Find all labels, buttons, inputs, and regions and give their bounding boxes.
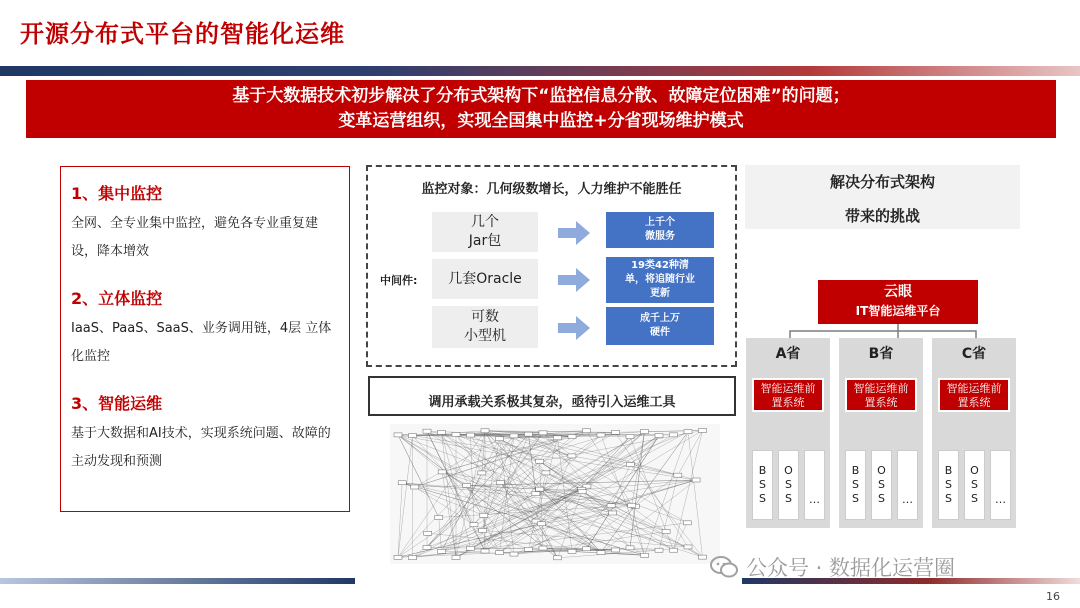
feature-text: 基于大数据和AI技术，实现系统问题、故障的主动发现和预测 [71, 426, 331, 469]
monitor-objects-panel [366, 165, 737, 367]
challenge-box [745, 165, 1020, 229]
arrow-right-icon [558, 221, 590, 245]
monitor-heading: 监控对象：几何级数增长，人力维护不能胜任 [421, 182, 682, 197]
feature-title: 3、智能运维 [71, 394, 163, 413]
watermark [710, 552, 955, 582]
challenge-line-1: 解决分布式架构 [829, 173, 935, 191]
province-name: B省 [868, 346, 894, 362]
banner-line-2: 变革运营组织，实现全国集中监控+分省现场维护模式 [338, 111, 744, 131]
before-jar: 几个 Jar包 [432, 212, 538, 252]
sub-system-more: … [897, 450, 918, 520]
sub-system-bss: B S S [938, 450, 959, 520]
page-number: 16 [1046, 590, 1060, 603]
province-a [746, 338, 830, 528]
sub-system-oss: O S S [871, 450, 892, 520]
after-microservices: 上千个 微服务 [606, 212, 714, 248]
footer-divider-left [0, 578, 355, 584]
watermark-text: 公众号 · 数据化运营圈 [746, 556, 956, 580]
sub-system-bss: B S S [845, 450, 866, 520]
sub-system-more: … [804, 450, 825, 520]
province-system: 智能运维前 置系统 [938, 378, 1010, 412]
arrow-right-icon [558, 316, 590, 340]
before-oracle: 几套Oracle [432, 259, 538, 299]
feature-section-3 [71, 391, 339, 476]
feature-text: 全网、全专业集中监控，避免各专业重复建设，降本增效 [71, 216, 319, 259]
call-graph-image [390, 424, 720, 564]
header-divider [0, 66, 1080, 76]
province-name: C省 [961, 346, 987, 362]
province-c [932, 338, 1016, 528]
cloud-platform-box [818, 280, 978, 324]
sub-system-more: … [990, 450, 1011, 520]
challenge-line-2: 带来的挑战 [844, 207, 920, 225]
after-middleware-list: 19类42种清 单，将追随行业 更新 [606, 257, 714, 303]
feature-list [60, 166, 350, 512]
province-b [839, 338, 923, 528]
cloud-name: 云眼 [884, 284, 912, 300]
feature-section-1 [71, 181, 339, 266]
after-hardware: 成千上万 硬件 [606, 307, 714, 345]
call-chain-caption: 调用承载关系极其复杂，亟待引入运维工具 [368, 376, 736, 416]
sub-system-oss: O S S [964, 450, 985, 520]
feature-title: 1、集中监控 [71, 184, 163, 203]
feature-section-2 [71, 286, 339, 371]
cloud-subtitle: IT智能运维平台 [855, 304, 941, 318]
feature-title: 2、立体监控 [71, 289, 163, 308]
summary-banner [26, 80, 1056, 138]
before-minicomputers: 可数 小型机 [432, 306, 538, 348]
page-title: 开源分布式平台的智能化运维 [20, 20, 345, 48]
sub-system-bss: B S S [752, 450, 773, 520]
middleware-label: 中间件: [380, 274, 418, 287]
feature-text: IaaS、PaaS、SaaS、业务调用链，4层 立体化监控 [71, 321, 332, 364]
province-system: 智能运维前 置系统 [752, 378, 824, 412]
sub-system-oss: O S S [778, 450, 799, 520]
wechat-icon [710, 555, 738, 579]
province-name: A省 [775, 346, 801, 362]
arrow-right-icon [558, 268, 590, 292]
province-system: 智能运维前 置系统 [845, 378, 917, 412]
banner-line-1: 基于大数据技术初步解决了分布式架构下“监控信息分散、故障定位困难”的问题； [232, 86, 850, 106]
